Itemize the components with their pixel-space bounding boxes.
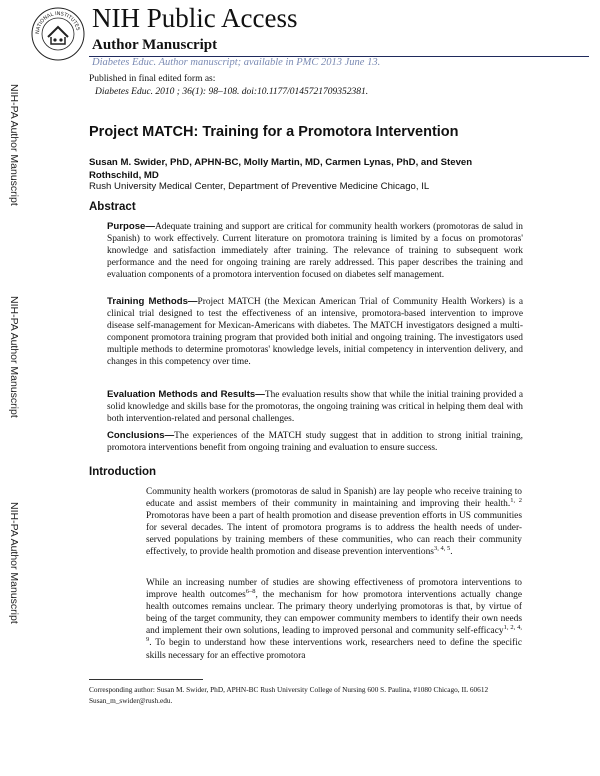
citation — [95, 87, 368, 97]
intro-p1-part-b: Promotoras have been a part of health promotion and disease prevention efforts in US communities for several decades. The intent of promotora programs is to address the health needs of under-served populations by training members of these communities, who can reach their community effectively, to provide health promotion and disease prevention interventions — [146, 511, 522, 558]
intro-p2-part-c: . To begin to understand how these interventions work, researchers need to define the specific skills necessary for an effective promotora — [146, 638, 522, 661]
corresponding-author-footnote: Corresponding author: Susan M. Swider, PhD, APHN-BC Rush University College of Nursing 600 S. Paulina, #1080 Chicago, IL 60612 Susan_m_swider@rush.edu. — [89, 685, 489, 705]
methods-label: Training Methods— — [107, 296, 198, 307]
affiliation: Rush University Medical Center, Department of Preventive Medicine Chicago, IL — [89, 181, 430, 192]
purpose-text: Adequate training and support are critical for community health workers (promotoras de salud in Spanish) to work effectively. Current literature on promotora training is limited by a focus on promotoras' knowledge and satisfaction immediately after training. The relevance of training to subsequent work performance and the need for ongoing training are rarely addressed. This paper describes the training and evaluation components of a promotora intervention focused on diabetes self management. — [107, 222, 523, 280]
citation-ref: 3, 4, 5 — [433, 545, 451, 553]
citation-text: Diabetes Educ. 2010 ; 36(1): 98–108. doi:10.1177/0145721709352381. — [95, 87, 369, 97]
abstract-methods — [107, 296, 523, 368]
author-list: Susan M. Swider, PhD, APHN-BC, Molly Martin, MD, Carmen Lynas, PhD, and Steven Rothschild, MD — [89, 157, 473, 181]
purpose-label: Purpose— — [107, 221, 155, 232]
side-label-text: NIH-PA Author Manuscript — [8, 84, 20, 206]
methods-text: Project MATCH (the Mexican American Trial of Community Health Workers) is a clinical trial designed to test the effectiveness of an intensive, promotora-based intervention to improve disease self-management for Mexican-Americans with diabetes. The MATCH investigators designed a multi-component promotora training program that provided both initial and ongoing training. The investigators used multiple methods to determine promotoras' knowledge levels, initial competency in intervention delivery, and changes in this competency over time. — [107, 297, 523, 367]
intro-p1-part-a: Community health workers (promotoras de salud in Spanish) are lay people who receive training to educate and assist members of their community in maintaining and improving their health. — [146, 487, 522, 510]
conclusions-label: Conclusions— — [107, 430, 175, 441]
availability-note: Diabetes Educ. Author manuscript; available in PMC 2013 June 13. — [92, 57, 381, 68]
side-label-text: NIH-PA Author Manuscript — [8, 296, 20, 418]
citation-ref: 1, 2, 4, 9 — [146, 624, 523, 644]
abstract-conclusions — [107, 430, 523, 455]
article-title: Project MATCH: Training for a Promotora Intervention — [89, 124, 459, 140]
intro-p2-part-b: , the mechanism for how promotora interventions actually change health outcomes remains unclear. The primary theory underlying promotoras is that, by virtue of being of the target community, they can empower community members to identify their own needs and implement their own solutions, leading to improved personal and community self-efficacy — [146, 590, 522, 637]
side-label-text: NIH-PA Author Manuscript — [8, 502, 20, 624]
svg-text:NATIONAL INSTITUTES OF HEALTH: NATIONAL INSTITUTES — [34, 10, 81, 35]
abstract-evaluation — [107, 389, 523, 426]
intro-paragraph-2 — [146, 577, 522, 662]
intro-p1-part-c: . — [450, 547, 453, 558]
published-label: Published in final edited form as: — [89, 74, 216, 84]
citation-ref: 6–8 — [245, 587, 256, 595]
nih-seal-logo — [31, 7, 85, 61]
side-label-3 — [6, 502, 22, 662]
intro-p2-part-a: While an increasing number of studies are showing effectiveness of promotora interventions to improve health outcomes — [146, 578, 522, 601]
introduction-heading: Introduction — [89, 466, 157, 478]
abstract-purpose — [107, 221, 523, 282]
repository-subtitle: Author Manuscript — [92, 37, 218, 53]
intro-paragraph-1 — [146, 486, 522, 559]
side-label-2 — [6, 296, 22, 456]
side-label-1 — [6, 84, 22, 244]
evaluation-text: The evaluation results show that while the initial training provided a solid knowledge and skills base for the promotoras, the ongoing training was critical in helping them deal with both intervention-related and personal challenges. — [107, 390, 523, 424]
footnote-rule — [89, 679, 203, 680]
repository-title: NIH Public Access — [92, 3, 298, 33]
abstract-heading: Abstract — [89, 201, 136, 213]
evaluation-label: Evaluation Methods and Results— — [107, 389, 265, 400]
citation-ref: 1, 2 — [510, 496, 523, 504]
conclusions-text: The experiences of the MATCH study suggest that in addition to strong initial training, promotora interventions benefit from ongoing training and evaluation to ensure success. — [107, 431, 523, 453]
